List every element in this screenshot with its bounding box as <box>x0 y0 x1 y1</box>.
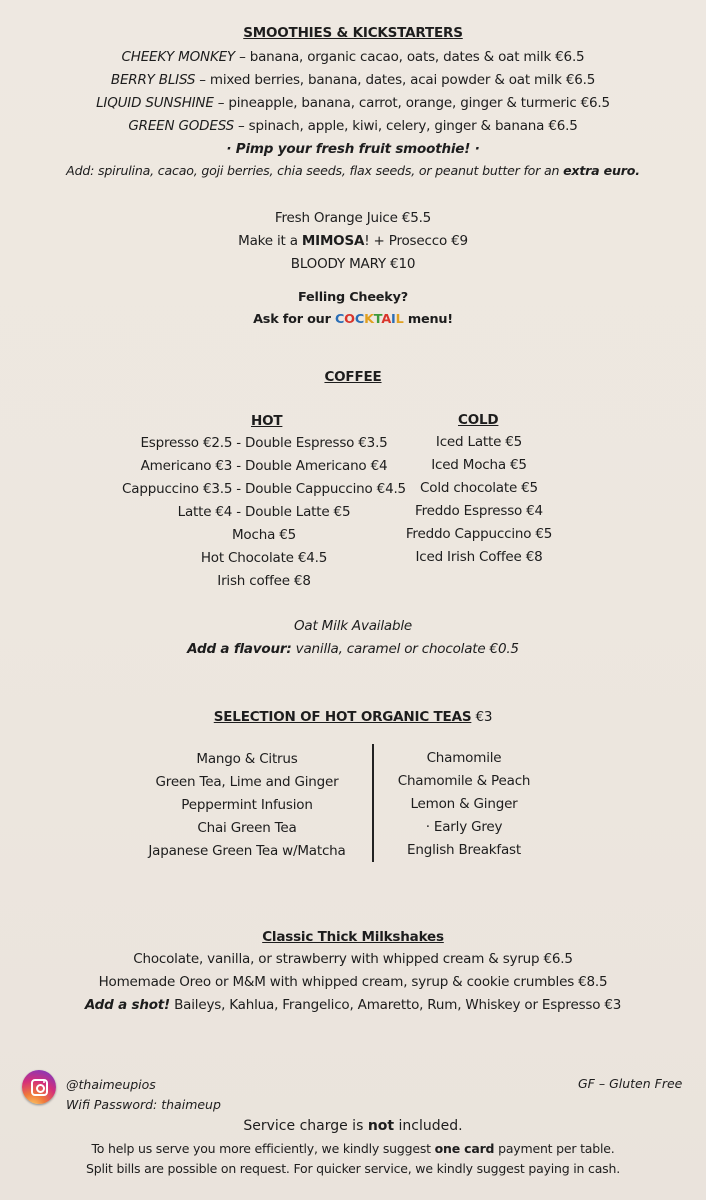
hot-coffee-item: Cappuccino €3.5 - Double Cappuccino €4.5 <box>122 481 406 497</box>
cold-coffee-list <box>400 431 558 569</box>
hot-coffee-list <box>114 432 414 593</box>
cold-coffee-item: Freddo Cappuccino €5 <box>405 526 553 542</box>
cocktail-word <box>335 312 404 327</box>
tea-divider <box>372 744 374 862</box>
cocktail-line: Ask for our COCKTAIL menu! <box>253 312 453 327</box>
milkshake-item: Chocolate, vanilla, or strawberry with whipped cream & syrup €6.5 <box>133 951 573 967</box>
cold-coffee-item: Iced Irish Coffee €8 <box>415 549 543 565</box>
tea-item: Japanese Green Tea w/Matcha <box>148 843 346 859</box>
split-bill-note: Split bills are possible on request. For quicker service, we kindly suggest paying in cash. <box>86 1161 620 1176</box>
teas-heading: SELECTION OF HOT ORGANIC TEAS €3 <box>213 709 493 725</box>
orange-juice: Fresh Orange Juice €5.5 <box>274 210 432 226</box>
cocktail-letter: C <box>354 312 365 327</box>
pimp-smoothie-line: · Pimp your fresh fruit smoothie! · <box>226 141 480 157</box>
tea-item: Mango & Citrus <box>196 751 298 767</box>
coffee-heading: COFFEE <box>324 369 382 385</box>
milkshakes-heading: Classic Thick Milkshakes <box>262 929 444 945</box>
cold-coffee-item: Freddo Espresso €4 <box>415 503 543 519</box>
wifi-password: Wifi Password: thaimeup <box>66 1097 221 1112</box>
one-card-note: To help us serve you more efficiently, we kindly suggest one card payment per table. <box>91 1141 615 1156</box>
flavour-line: Add a flavour: vanilla, caramel or chocolate €0.5 <box>187 641 519 657</box>
add-shot-line: Add a shot! Baileys, Kahlua, Frangelico, Amaretto, Rum, Whiskey or Espresso €3 <box>84 997 622 1013</box>
hot-coffee-item: Mocha €5 <box>231 527 297 543</box>
smoothie-addons: Add: spirulina, cacao, goji berries, chia seeds, flax seeds, or peanut butter for an extra euro. <box>66 163 640 178</box>
instagram-handle: @thaimeupios <box>66 1077 156 1092</box>
cocktail-letter: K <box>364 312 374 327</box>
smoothie-item: BERRY BLISS – mixed berries, banana, dates, acai powder & oat milk €6.5 <box>110 72 596 88</box>
tea-item: · Early Grey <box>425 819 503 835</box>
tea-item: Chamomile & Peach <box>397 773 531 789</box>
tea-item: Peppermint Infusion <box>181 797 313 813</box>
hot-heading: HOT <box>251 413 283 429</box>
tea-item: Chai Green Tea <box>197 820 297 836</box>
hot-coffee-item: Latte €4 - Double Latte €5 <box>177 504 351 520</box>
cocktail-letter: A <box>381 312 392 327</box>
smoothies-heading: SMOOTHIES & KICKSTARTERS <box>243 25 463 41</box>
tea-list-left <box>130 748 364 863</box>
cold-coffee-item: Iced Latte €5 <box>435 434 523 450</box>
tea-item: Chamomile <box>426 750 502 766</box>
tea-item: Green Tea, Lime and Ginger <box>155 774 339 790</box>
gluten-free-legend: GF – Gluten Free <box>578 1076 683 1091</box>
cocktail-letter: O <box>344 312 355 327</box>
cocktail-letter: L <box>395 312 404 327</box>
instagram-icon <box>22 1070 56 1104</box>
smoothie-item: LIQUID SUNSHINE – pineapple, banana, carrot, orange, ginger & turmeric €6.5 <box>96 95 610 111</box>
hot-coffee-item: Irish coffee €8 <box>217 573 311 589</box>
tea-item: English Breakfast <box>407 842 521 858</box>
tea-list-right <box>382 747 546 862</box>
cheeky-line: Felling Cheeky? <box>298 290 408 305</box>
tea-item: Lemon & Ginger <box>410 796 518 812</box>
cocktail-letter: C <box>334 312 345 327</box>
hot-coffee-item: Hot Chocolate €4.5 <box>200 550 328 566</box>
cocktail-letter: T <box>373 312 382 327</box>
mimosa-line: Make it a MIMOSA! + Prosecco €9 <box>238 233 468 249</box>
smoothie-item: CHEEKY MONKEY – banana, organic cacao, oats, dates & oat milk €6.5 <box>121 49 585 65</box>
cold-coffee-item: Iced Mocha €5 <box>431 457 527 473</box>
bloody-mary: BLOODY MARY €10 <box>290 256 416 272</box>
cold-coffee-item: Cold chocolate €5 <box>420 480 538 496</box>
milkshake-item: Homemade Oreo or M&M with whipped cream, syrup & cookie crumbles €8.5 <box>98 974 608 990</box>
smoothie-item: GREEN GODESS – spinach, apple, kiwi, celery, ginger & banana €6.5 <box>128 118 578 134</box>
hot-coffee-item: Espresso €2.5 - Double Espresso €3.5 <box>140 435 388 451</box>
cold-heading: COLD <box>458 412 499 428</box>
hot-coffee-item: Americano €3 - Double Americano €4 <box>140 458 388 474</box>
service-charge-note: Service charge is not included. <box>243 1118 463 1134</box>
cocktail-letter: I <box>391 312 396 327</box>
oat-milk-note: Oat Milk Available <box>293 618 413 634</box>
